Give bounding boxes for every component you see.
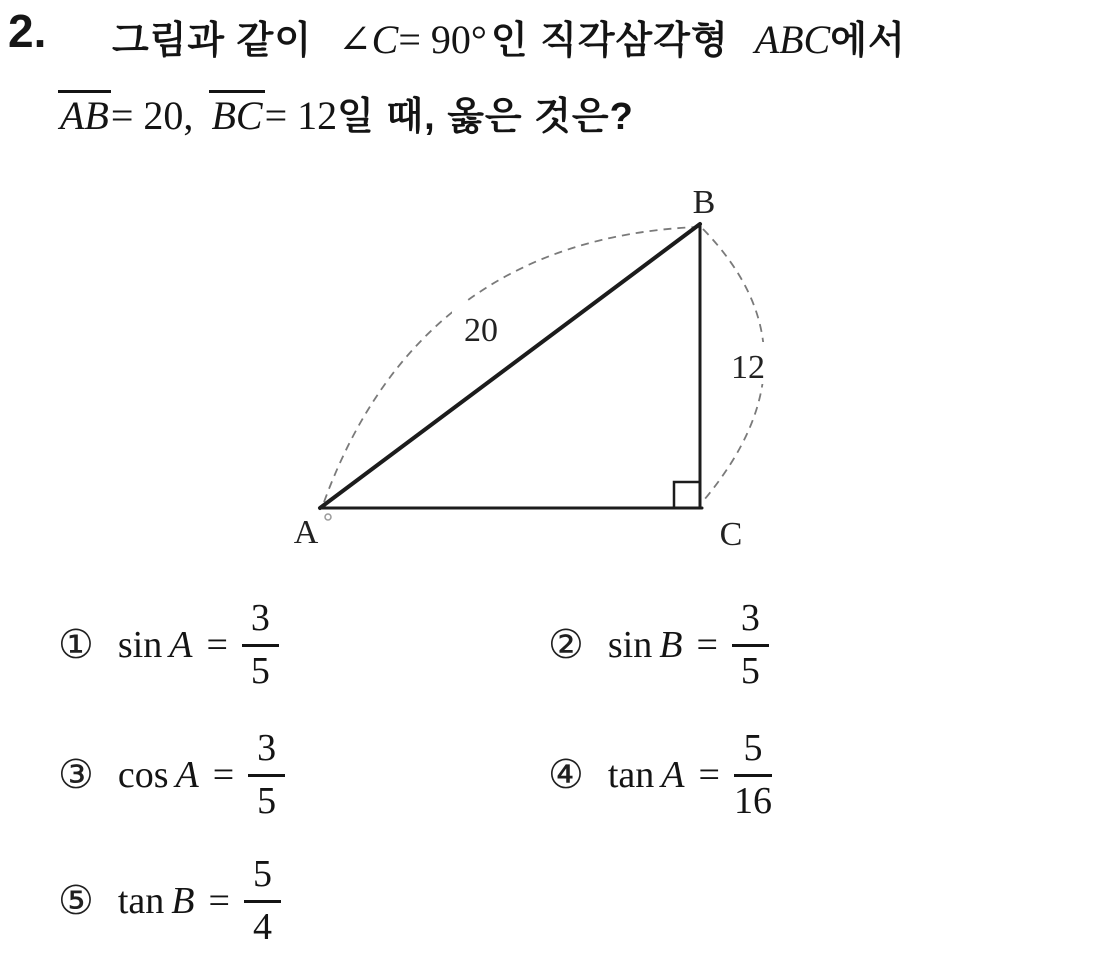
angle-vertex-c: C <box>371 17 399 62</box>
question-line-2 <box>58 90 634 142</box>
option-4-number: ④ <box>548 752 584 798</box>
question-number: 2. <box>8 5 47 57</box>
option-3-function: cos <box>117 754 169 796</box>
label-vertex-c: C <box>719 516 743 553</box>
option-2-variable: B <box>659 624 683 666</box>
option-2-function: sin <box>607 624 653 666</box>
fraction-numerator: 3 <box>732 597 769 647</box>
option-1-variable: A <box>169 624 193 666</box>
option-5-number: ⑤ <box>58 878 94 924</box>
option-1 <box>58 589 279 701</box>
fraction-numerator: 5 <box>244 853 281 903</box>
option-4 <box>548 719 772 831</box>
question-korean-2: 인 직각삼각형 <box>490 20 729 62</box>
fraction-denominator: 5 <box>257 779 277 822</box>
options-list <box>0 585 1105 963</box>
fraction-denominator: 5 <box>740 649 760 692</box>
label-vertex-a: A <box>293 514 319 551</box>
question-korean-4: 일 때, 옳은 것은? <box>337 96 634 138</box>
option-3-number: ③ <box>58 752 94 798</box>
question-korean-3: 에서 <box>830 20 906 62</box>
fraction-denominator: 4 <box>252 905 272 948</box>
option-2-fraction <box>732 597 769 693</box>
option-1-function: sin <box>117 624 163 666</box>
vertex-a-mark <box>325 514 331 520</box>
equals-sign: = <box>206 624 228 666</box>
fraction-numerator: 3 <box>248 727 285 777</box>
triangle-figure <box>250 170 810 570</box>
triangle-name: ABC <box>754 17 831 62</box>
option-2 <box>548 589 769 701</box>
right-angle-marker <box>674 482 700 508</box>
label-vertex-b: B <box>692 184 716 221</box>
option-1-fraction <box>242 597 279 693</box>
segment-bc-value: = 12 <box>264 93 338 138</box>
option-4-variable: A <box>661 754 685 796</box>
equals-sign: = <box>212 754 235 796</box>
equals-sign: = <box>208 880 230 922</box>
equals-sign: = <box>698 754 720 796</box>
option-1-number: ① <box>58 622 94 668</box>
label-ab-length: 20 <box>464 312 498 349</box>
equals-sign: = <box>696 624 718 666</box>
option-4-function: tan <box>607 754 655 796</box>
question-korean-1: 그림과 같이 <box>112 20 313 62</box>
option-3 <box>58 719 285 831</box>
angle-value: = 90° <box>398 17 487 62</box>
fraction-denominator: 5 <box>250 649 270 692</box>
label-bc-length: 12 <box>731 349 765 386</box>
option-5-variable: B <box>171 880 195 922</box>
option-4-fraction <box>734 727 772 823</box>
segment-ab: AB <box>58 90 111 137</box>
segment-bc: BC <box>209 90 264 137</box>
option-5-function: tan <box>117 880 165 922</box>
option-2-number: ② <box>548 622 584 668</box>
fraction-numerator: 5 <box>734 727 772 777</box>
fraction-numerator: 3 <box>242 597 279 647</box>
option-3-variable: A <box>175 754 199 796</box>
option-5 <box>58 845 281 957</box>
angle-symbol: ∠ <box>338 17 372 62</box>
segment-ab-value: = 20, <box>110 93 194 138</box>
option-3-fraction <box>248 727 285 823</box>
side-ab-hypotenuse <box>320 224 700 508</box>
option-5-fraction <box>244 853 281 949</box>
fraction-denominator: 16 <box>733 779 772 822</box>
question-line-1 <box>112 16 906 66</box>
